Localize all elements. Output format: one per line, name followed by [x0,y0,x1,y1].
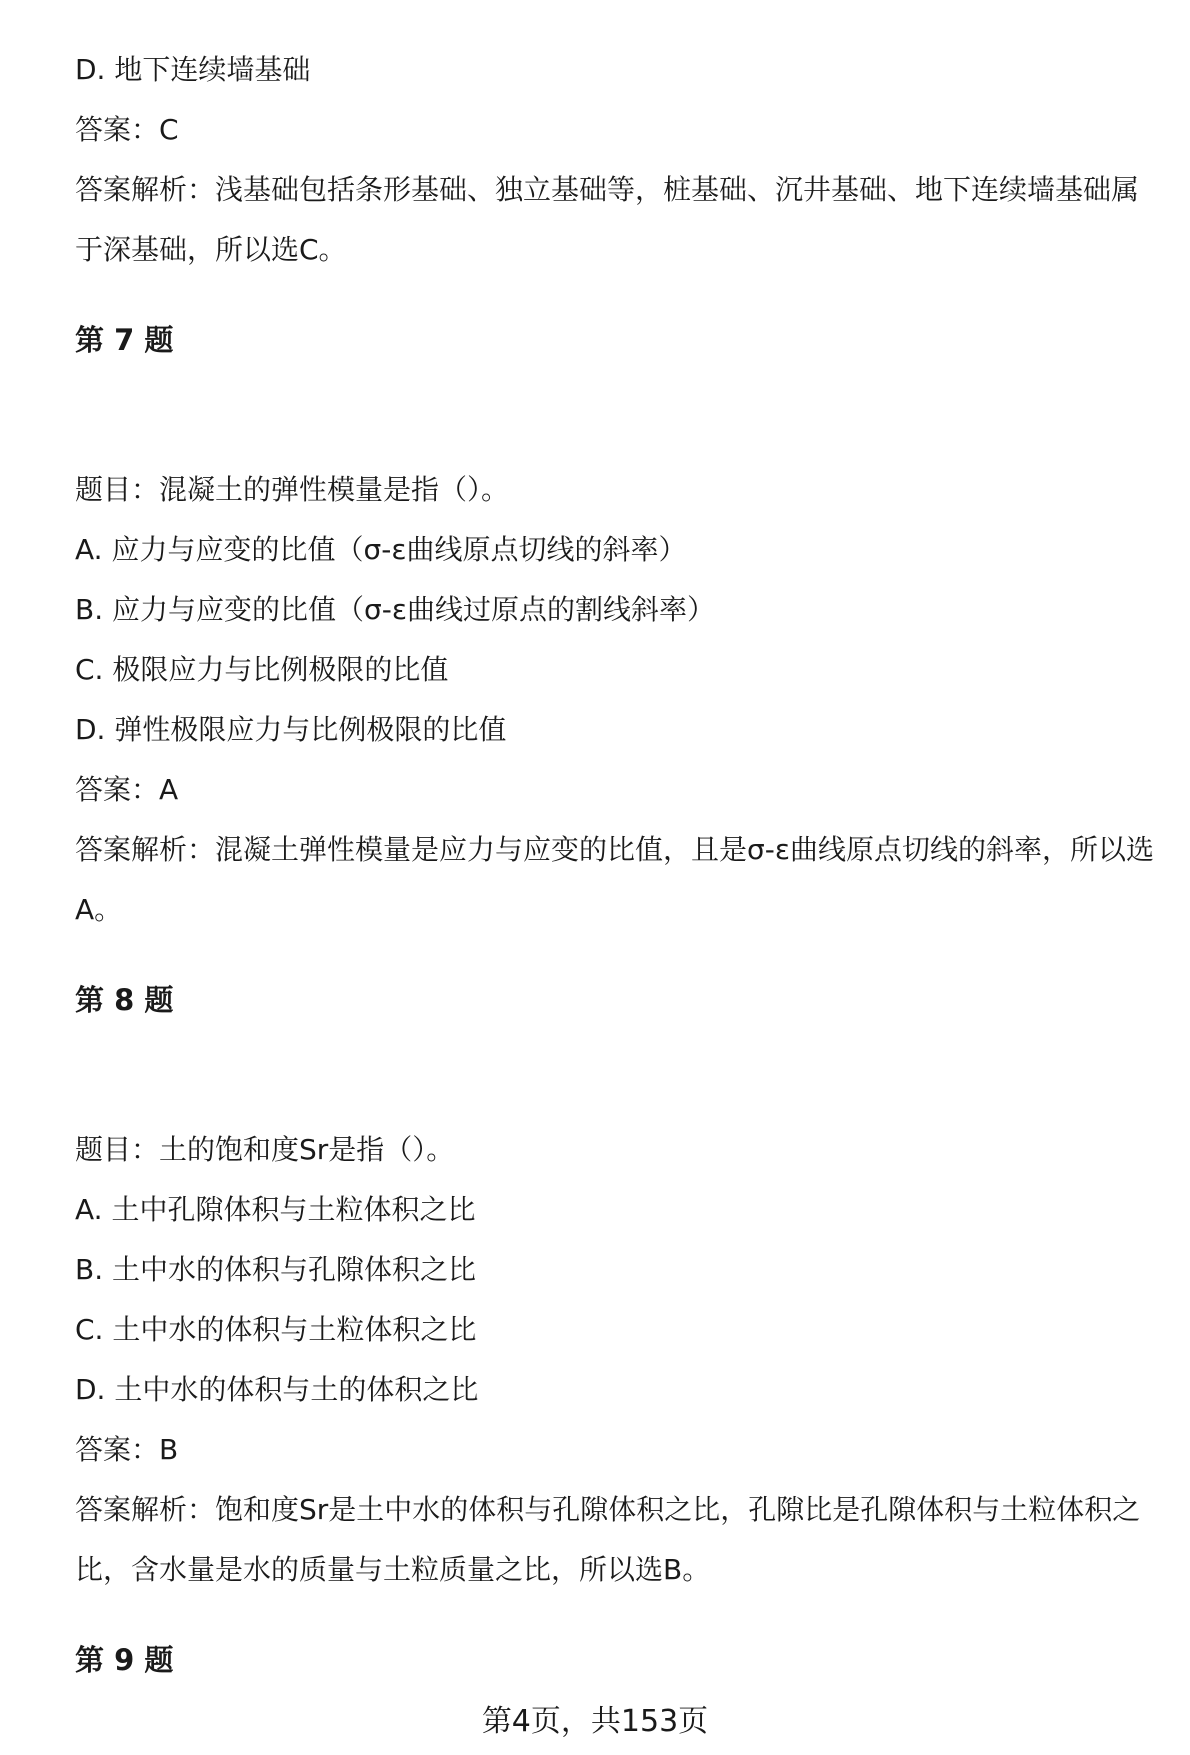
prev-answer: 答案：C [75,113,179,146]
question-7-analysis: 答案解析：混凝土弹性模量是应力与应变的比值，且是σ-ε曲线原点切线的斜率，所以选A。 [75,833,1154,926]
question-7-option-c: C. 极限应力与比例极限的比值 [75,653,449,686]
question-8-option-d: D. 土中水的体积与土的体积之比 [75,1373,479,1406]
question-9-heading: 第 9 题 [75,1643,174,1677]
question-7-option-d: D. 弹性极限应力与比例极限的比值 [75,713,507,746]
question-7-option-a: A. 应力与应变的比值（σ-ε曲线原点切线的斜率） [75,533,687,566]
question-7-heading: 第 7 题 [75,323,174,357]
question-8-analysis: 答案解析：饱和度Sr是土中水的体积与孔隙体积之比，孔隙比是孔隙体积与土粒体积之比，含水量是水的质量与土粒质量之比，所以选B。 [75,1493,1141,1586]
question-7-option-b: B. 应力与应变的比值（σ-ε曲线过原点的割线斜率） [75,593,715,626]
question-7-answer: 答案：A [75,773,179,806]
question-8-option-c: C. 土中水的体积与土粒体积之比 [75,1313,477,1346]
question-8-heading: 第 8 题 [75,983,174,1017]
question-8-stem: 题目：土的饱和度Sr是指（）。 [75,1133,455,1166]
question-8-option-a: A. 土中孔隙体积与土粒体积之比 [75,1193,476,1226]
question-8-option-b: B. 土中水的体积与孔隙体积之比 [75,1253,477,1286]
question-7-stem: 题目：混凝土的弹性模量是指（）。 [75,473,510,506]
prev-option-d: D. 地下连续墙基础 [75,53,311,86]
question-8-answer: 答案：B [75,1433,179,1466]
page-number-footer: 第4页，共153页 [481,1704,709,1739]
prev-analysis: 答案解析：浅基础包括条形基础、独立基础等，桩基础、沉井基础、地下连续墙基础属于深基础，所以选C。 [75,173,1140,266]
